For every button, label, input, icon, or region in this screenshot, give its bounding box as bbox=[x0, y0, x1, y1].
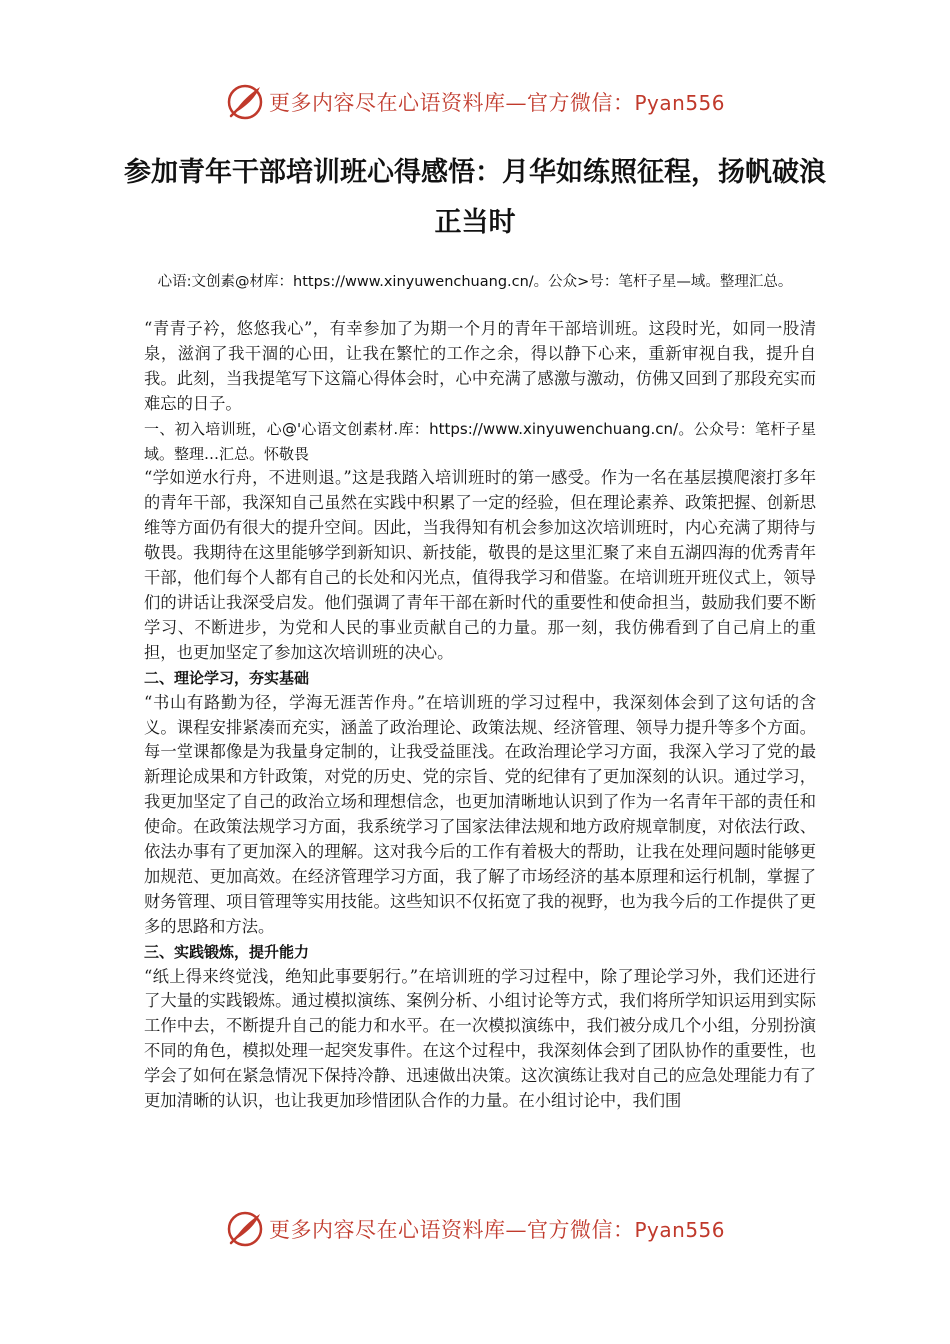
banner-text: 更多内容尽在心语资料库—官方微信：Pyan556 bbox=[268, 1218, 725, 1242]
body-paragraph: “青青子衿，悠悠我心”，有幸参加了为期一个月的青年干部培训班。这段时光，如同一股清泉，滋润了我干涸的心田，让我在繁忙的工作之余，得以静下心来，重新审视自我，提升自我。此刻，当我提笔写下这篇心得体会时，心中充满了感激与激动，仿佛又回到了那段充实而难忘的日子。 bbox=[144, 319, 816, 413]
source-note: 心语:文创素@材库：https://www.xinyuwenchuang.cn/。公众>号：笔杆子星—域。整理汇总。 bbox=[157, 274, 793, 290]
document-body bbox=[144, 317, 816, 1114]
header-banner bbox=[0, 80, 950, 124]
section-heading-3: 三、实践锻炼，提升能力 bbox=[144, 942, 310, 961]
banner-text: 更多内容尽在心语资料库—官方微信：Pyan556 bbox=[268, 91, 725, 115]
quill-logo-icon bbox=[225, 1209, 265, 1249]
body-paragraph: “学如逆水行舟，不进则退。”这是我踏入培训班时的第一感受。作为一名在基层摸爬滚打多年的青年干部，我深知自己虽然在实践中积累了一定的经验，但在理论素养、政策把握、创新思维等方面仍有很大的提升空间。因此，当我得知有机会参加这次培训班时，内心充满了期待与敬畏。我期待在这里能够学到新知识、新技能，敬畏的是这里汇聚了来自五湖四海的优秀青年干部，他们每个人都有自己的长处和闪光点，值得我学习和借鉴。在培训班开班仪式上，领导们的讲话让我深受启发。他们强调了青年干部在新时代的重要性和使命担当，鼓励我们要不断学习、不断进步，为党和人民的事业贡献自己的力量。那一刻，我仿佛看到了自己肩上的重担，也更加坚定了参加这次培训班的决心。 bbox=[144, 468, 816, 662]
footer-banner bbox=[0, 1207, 950, 1251]
body-paragraph: “纸上得来终觉浅，绝知此事要躬行。”在培训班的学习过程中，除了理论学习外，我们还进行了大量的实践锻炼。通过模拟演练、案例分析、小组讨论等方式，我们将所学知识运用到实际工作中去，不断提升自己的能力和水平。在一次模拟演练中，我们被分成几个小组，分别扮演不同的角色，模拟处理一起突发事件。在这个过程中，我深刻体会到了团队协作的重要性，也学会了如何在紧急情况下保持冷静、迅速做出决策。这次演练让我对自己的应急处理能力有了更加清晰的认识，也让我更加珍惜团队合作的力量。在小组讨论中，我们围 bbox=[144, 966, 816, 1111]
document-title: 参加青年干部培训班心得感悟：月华如练照征程，扬帆破浪正当时 bbox=[124, 157, 826, 238]
section-heading-2: 二、理论学习，夯实基础 bbox=[144, 668, 310, 687]
body-paragraph: “书山有路勤为径，学海无涯苦作舟。”在培训班的学习过程中，我深刻体会到了这句话的含义。课程安排紧凑而充实，涵盖了政治理论、政策法规、经济管理、领导力提升等多个方面。每一堂课都像是为我量身定制的，让我受益匪浅。在政治理论学习方面，我深入学习了党的最新理论成果和方针政策，对党的历史、党的宗旨、党的纪律有了更加深刻的认识。通过学习，我更加坚定了自己的政治立场和理想信念，也更加清晰地认识到了作为一名青年干部的责任和使命。在政策法规学习方面，我系统学习了国家法律法规和地方政府规章制度，对依法行政、依法办事有了更加深入的理解。这对我今后的工作有着极大的帮助，让我在处理问题时能够更加规范、更加高效。在经济管理学习方面，我了解了市场经济的基本原理和运行机制，掌握了财务管理、项目管理等实用技能。这些知识不仅拓宽了我的视野，也为我今后的工作提供了更多的思路和方法。 bbox=[144, 692, 816, 936]
section-heading-1: 一、初入培训班，心@'心语文创素材.库：https://www.xinyuwenchuang.cn/。公众号：笔杆子星域。整理…汇总。怀敬畏 bbox=[144, 419, 816, 463]
quill-logo-icon bbox=[225, 82, 265, 122]
